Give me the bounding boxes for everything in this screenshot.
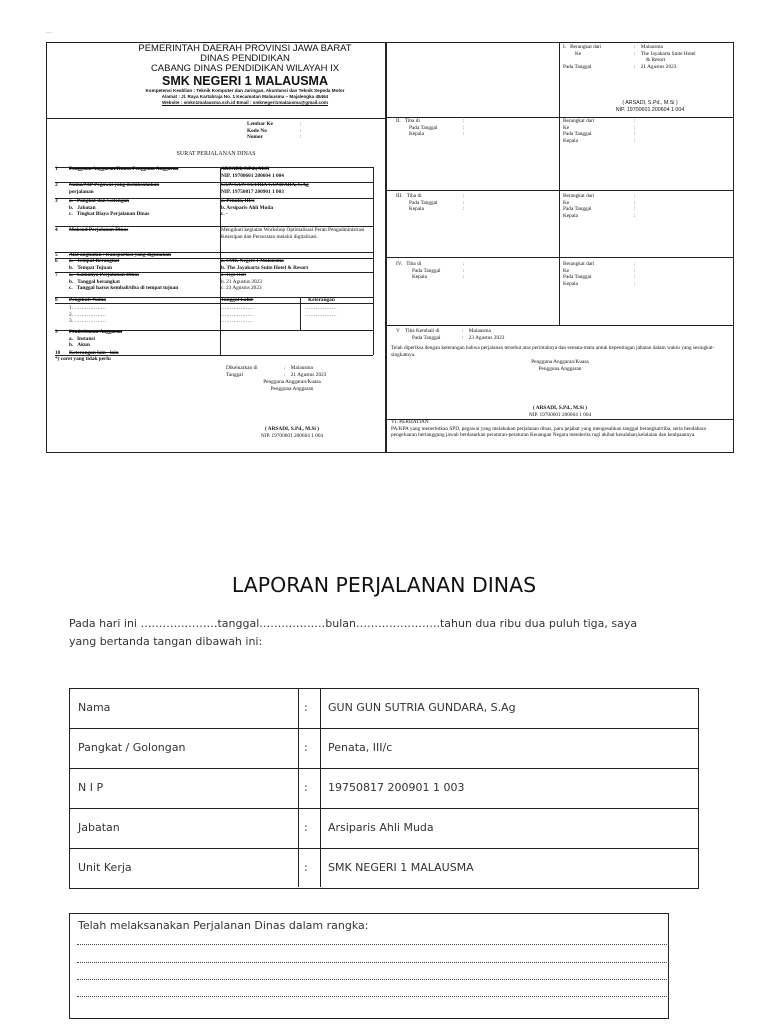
- row-colon: :: [304, 741, 308, 754]
- label-tiba: Tiba di: [404, 118, 420, 124]
- label-kepala: Kepala: [412, 274, 427, 281]
- birthdate-dots: ………………: [221, 318, 253, 325]
- label-berangkat: Berangkat dari: [563, 193, 595, 199]
- section-number: II.: [396, 118, 401, 124]
- row-value: GUN GUN SUTRIA GUNDARA, S.Ag: [328, 701, 516, 714]
- section-5: [396, 328, 441, 341]
- issued-block: [226, 365, 258, 378]
- s6-text: PA/KPA yang menerbitkan SPD, pegawai yang melakukan perjalanan dinas, para pejabat yang mengesahkan tanggal berangkat/tiba, serta bendahara pengeluaran bertanggung jawab berdasarkan peraturan-peraturan Keuangan Negara menderita rugi akibat kesalahan,kelalaian dan kealpaannya.: [391, 425, 706, 439]
- section-2: [396, 118, 438, 138]
- row-label: Nama: [78, 701, 111, 714]
- colon: :: [634, 199, 636, 206]
- row-number: 1: [55, 166, 58, 172]
- website: Website : smkn1malausma.sch.id Email : smknegeri1malausma@gmail.com: [161, 100, 328, 105]
- row-value-2: b. 21 Agustus 2023: [221, 278, 262, 285]
- section-3: [396, 193, 438, 213]
- row-label-2: Tempat Tujuan: [77, 264, 112, 271]
- row-value: Arsiparis Ahli Muda: [328, 821, 434, 834]
- report-title: LAPORAN PERJALANAN DINAS: [231, 573, 537, 597]
- s1-sign-name: ( ARSADI, S.Pd., M.Si ): [622, 100, 678, 106]
- label-tanggal: Pada Tanggal: [563, 274, 592, 281]
- purpose-line: [77, 979, 669, 980]
- row-value-3: c. 23 Agustus 2023: [221, 285, 262, 292]
- purpose-line: [77, 996, 669, 997]
- colon: :: [634, 206, 636, 213]
- row-number: 4: [55, 227, 58, 233]
- row-value: a. Tiga Hari: [221, 272, 247, 278]
- colon: :: [463, 124, 465, 131]
- label-kepala: Kepala: [563, 137, 578, 144]
- label-kepala: Kepala: [409, 206, 424, 213]
- issued-label: Dikeluarkan di: [226, 365, 258, 371]
- colon: :: [634, 137, 636, 144]
- row-number: 7: [55, 272, 58, 278]
- label-tiba: Tiba di: [406, 193, 422, 199]
- follower-number: 1.: [69, 305, 73, 311]
- birthdate-dots: ………………: [221, 305, 253, 311]
- label-tanggal: Pada Tanggal: [563, 206, 592, 213]
- label-kepala: Kepala: [563, 212, 578, 219]
- row-number: 8: [55, 297, 58, 303]
- label-tanggal: Pada Tanggal: [409, 124, 438, 131]
- row-value-nip: NIP. 19750817 200901 1 003: [221, 188, 284, 195]
- colon: :: [634, 63, 636, 70]
- letterhead-line3: CABANG DINAS PENDIDIKAN WILAYAH IX: [150, 63, 340, 74]
- row-value-3: Keterangan: [308, 297, 335, 303]
- identity-table: [69, 688, 699, 889]
- s1-sign-nip: NIP. 19700601 200604 1 004: [615, 106, 685, 113]
- s5-sign-nip: NIP. 19700601 200604 1 004: [528, 411, 592, 418]
- section-1: [563, 44, 601, 70]
- issuer-nip: NIP. 19700601 200604 1 004: [260, 432, 324, 439]
- colon: :: [634, 124, 636, 131]
- sub-b: b.: [69, 204, 74, 211]
- label-tiba-kembali: Tiba Kembali di: [405, 328, 440, 334]
- row-label-3: Tanggal harus kembali/tiba di tempat tujuan: [76, 285, 179, 292]
- competency: Kompetensi Keahlian : Teknik Komputer dan Jaringan, Akuntansi dan Teknik Sepeda Motor: [145, 88, 345, 93]
- report-intro: [69, 615, 637, 651]
- label-tanggal: Pada Tanggal: [412, 334, 441, 341]
- table-row: [70, 849, 698, 889]
- follower-number: 2.: [69, 311, 73, 318]
- row-value: GUN GUN SUTRIA GUNDARA, S.Ag: [221, 182, 309, 188]
- row-number: 9: [55, 329, 58, 335]
- lembar-block: [247, 121, 273, 141]
- colon: :: [463, 206, 465, 213]
- table-row: [70, 729, 698, 769]
- colon: :: [634, 261, 636, 267]
- colon: :: [284, 371, 286, 378]
- date-value: 21 Agustus 2023: [290, 371, 327, 378]
- row-label: Nama/NIP Pegawai yang melaksanakan: [69, 182, 160, 188]
- row-colon: :: [304, 821, 308, 834]
- row-colon: :: [304, 781, 308, 794]
- issuer-role: [226, 379, 358, 392]
- section-number: V: [396, 328, 400, 334]
- colon: :: [634, 212, 636, 219]
- row-number: 6: [55, 258, 58, 264]
- note-dots: ………………: [305, 311, 337, 318]
- row-label: Jabatan: [78, 821, 120, 834]
- footnote: *) coret yang tidak perlu: [55, 356, 111, 362]
- report-intro-line2: yang bertanda tangan dibawah ini:: [69, 635, 263, 648]
- row-label-3: Tingkat Biaya Perjalanan Dinas: [76, 211, 150, 218]
- section-number: IV.: [396, 261, 403, 267]
- section-number: I.: [563, 44, 567, 50]
- sub-a: a.: [69, 272, 73, 278]
- row-label: Maksud Perjalanan Dinas: [69, 227, 129, 233]
- label-ke: Ke: [563, 267, 570, 274]
- colon: :: [463, 267, 465, 274]
- row-number: 10: [55, 350, 61, 356]
- label-tanggal: Pada Tanggal: [412, 267, 441, 274]
- follower-number: 3.: [69, 318, 73, 325]
- label-tanggal: Pada Tanggal: [563, 63, 592, 70]
- value-tanggal: 23 Agustus 2023: [468, 334, 505, 341]
- sub-c: c.: [69, 211, 73, 218]
- issuer-name: ( ARSADI, S.Pd., M.Si ): [264, 426, 319, 432]
- row-number: 3: [55, 198, 58, 204]
- colon: :: [634, 118, 636, 124]
- row-number: 5: [55, 252, 58, 258]
- issuer-signature: [226, 426, 358, 439]
- row-value-3: c. -: [221, 211, 228, 218]
- colon: :: [463, 193, 465, 199]
- table-row: [70, 769, 698, 809]
- row-value: Penata, III/c: [328, 741, 393, 754]
- colon: :: [634, 44, 636, 50]
- colon: :: [634, 193, 636, 199]
- row-value-nip: NIP. 19700601 200604 1 004: [221, 172, 284, 179]
- row-label: Pengguna Anggaran/Kuasa Pengguna Anggaran: [69, 166, 179, 172]
- value-berangkat: Malausma: [640, 44, 663, 50]
- label-kepala: Kepala: [409, 131, 424, 138]
- purpose-label: Telah melaksanakan Perjalanan Dinas dalam rangka:: [78, 919, 369, 932]
- lembar-label: Lembar Ke: [247, 121, 273, 127]
- purpose-line: [77, 944, 669, 945]
- table-row: [70, 689, 698, 729]
- section-4: [396, 261, 441, 281]
- purpose-line: [77, 962, 669, 963]
- sub-b: b.: [69, 342, 74, 349]
- label-ke: Ke: [575, 50, 582, 57]
- value-ke-2: & Resort: [646, 57, 666, 64]
- row-colon: :: [304, 701, 308, 714]
- value-ke: The Jayakarta Suite Hotel: [640, 50, 696, 57]
- section-6: [391, 419, 731, 439]
- colon: :: [634, 280, 636, 287]
- note-dots: ………………: [305, 305, 337, 311]
- sub-a: a.: [69, 258, 73, 264]
- letterhead-line1: PEMERINTAH DAERAH PROVINSI JAWA BARAT: [138, 43, 352, 54]
- row-value: SMK NEGERI 1 MALAUSMA: [328, 861, 474, 874]
- follower-dots: ………………: [74, 311, 107, 318]
- colon: :: [300, 134, 302, 141]
- row-label: Keterangan lain - lain: [69, 350, 119, 356]
- followers-list: [69, 305, 106, 325]
- label-berangkat: Berangkat dari: [563, 118, 595, 124]
- colon: :: [462, 334, 464, 341]
- row-label-2: Instansi: [76, 335, 95, 342]
- follower-dots: ………………: [74, 305, 107, 311]
- row-value-2: b. Arsiparis Ahli Muda: [221, 204, 274, 211]
- nomor-label: Nomor: [247, 134, 263, 141]
- sub-b: b.: [69, 264, 74, 271]
- colon: :: [463, 118, 465, 124]
- row-value: a. Penata, III/c: [221, 198, 255, 204]
- row-colon: :: [304, 861, 308, 874]
- colon: :: [463, 274, 465, 281]
- label-kepala: Kepala: [563, 280, 578, 287]
- letterhead-line2: DINAS PENDIDIKAN: [200, 53, 290, 64]
- row-value-2: b. The Jayakarta Suite Hotel & Resort: [221, 264, 309, 271]
- colon: :: [634, 267, 636, 274]
- row-label: Lamanya Perjalanan Dinas: [76, 272, 140, 278]
- label-tanggal: Pada Tanggal: [563, 131, 592, 138]
- letterhead: [110, 44, 380, 106]
- sub-a: a.: [69, 198, 73, 204]
- row-value: ARSADI, S.Pd., M.Si: [221, 166, 270, 172]
- row-label: Alat angkutan / transportasi yang digunakan: [69, 252, 171, 258]
- label-tanggal: Pada Tanggal: [409, 199, 438, 206]
- issuer-role-1: Pengguna Anggaran/Kuasa: [263, 379, 321, 385]
- s5-role-2: Pengguna Anggaran: [538, 365, 582, 372]
- sub-c: c.: [69, 285, 73, 292]
- s5-role-1: Pengguna Anggaran/Kuasa: [531, 359, 589, 365]
- colon: :: [463, 261, 465, 267]
- colon: :: [284, 365, 286, 371]
- row-label: Tempat Berangkat: [76, 258, 120, 264]
- colon: :: [634, 131, 636, 138]
- row-label: Pengikut: Nama: [69, 297, 106, 303]
- section-number: III.: [396, 193, 403, 199]
- label-berangkat: Berangkat dari: [563, 261, 595, 267]
- value-tiba-kembali: Malausma: [468, 328, 491, 334]
- birthdate-dots: ………………: [221, 311, 253, 318]
- issued-value: Malausma: [290, 365, 313, 371]
- s5-sign-name: ( ARSADI, S.Pd., M.Si ): [532, 405, 587, 411]
- s6-title: VI. PERHATIAN: [391, 419, 429, 425]
- report-intro-line1: Pada hari ini …………………tanggal………………bulan…………………..tahun dua ribu dua puluh tiga, saya: [69, 617, 638, 630]
- row-label: Pangkat dan Golongan: [76, 198, 130, 204]
- row-label: Unit Kerja: [78, 861, 132, 874]
- row-value: Mengikuti kegiatan Workshop Optimalisasi Peran Pengadministrasi Kearsipan dan Persuratan melalui digitalisasi.: [221, 227, 365, 240]
- row-number: 2: [55, 182, 58, 188]
- colon: :: [634, 50, 636, 57]
- sub-a: a.: [69, 335, 73, 342]
- sheet-title: SURAT PERJALANAN DINAS: [176, 151, 256, 157]
- row-label-2: Jabatan: [77, 204, 96, 211]
- top-mark: —: [46, 30, 52, 36]
- value-tanggal: 21 Agustus 2023: [640, 63, 677, 70]
- colon: :: [462, 328, 464, 334]
- issuer-role-2: Pengguna Anggaran: [270, 385, 314, 392]
- address: Alamat : Jl. Raya Kartabraja No. 1 Kecamatan Malausma – Majalengka 45464: [161, 94, 329, 99]
- school-name: SMK NEGERI 1 MALAUSMA: [162, 74, 328, 88]
- row-value: 19750817 200901 1 003: [328, 781, 465, 794]
- colon: :: [463, 199, 465, 206]
- kode-label: Kode No: [247, 127, 267, 134]
- colon: :: [634, 274, 636, 281]
- follower-dots: ………………: [74, 318, 107, 325]
- label-berangkat: Berangkat dari: [570, 44, 602, 50]
- purpose-box: [69, 913, 669, 1019]
- label-ke: Ke: [563, 124, 570, 131]
- s5-statement: Telah diperiksa dengan keterangan bahwa perjalanan tersebut atas perintahnya dan semata-mata untuk kepentingan jabatan dalam waktu yang sesingkat-singkatnya.: [391, 345, 715, 358]
- label-ke: Ke: [563, 199, 570, 206]
- sub-b: b.: [69, 278, 74, 285]
- colon: :: [463, 131, 465, 138]
- colon: :: [300, 127, 302, 134]
- label-tiba: Tiba di: [406, 261, 422, 267]
- row-label-2: perjalanan: [69, 188, 94, 195]
- row-value: a. SMK Negeri 1 Malausma: [221, 258, 284, 264]
- date-label: Tanggal: [226, 371, 243, 378]
- row-label: Pangkat / Golongan: [78, 741, 186, 754]
- row-label: Pembebanan Anggaran: [69, 329, 123, 335]
- row-label-3: Akun: [77, 342, 90, 349]
- row-label-2: Tanggal berangkat: [77, 278, 120, 285]
- row-value: Tanggal Lahir: [221, 297, 254, 303]
- colon: :: [300, 121, 302, 127]
- row-label: N I P: [78, 781, 104, 794]
- table-row: [70, 809, 698, 849]
